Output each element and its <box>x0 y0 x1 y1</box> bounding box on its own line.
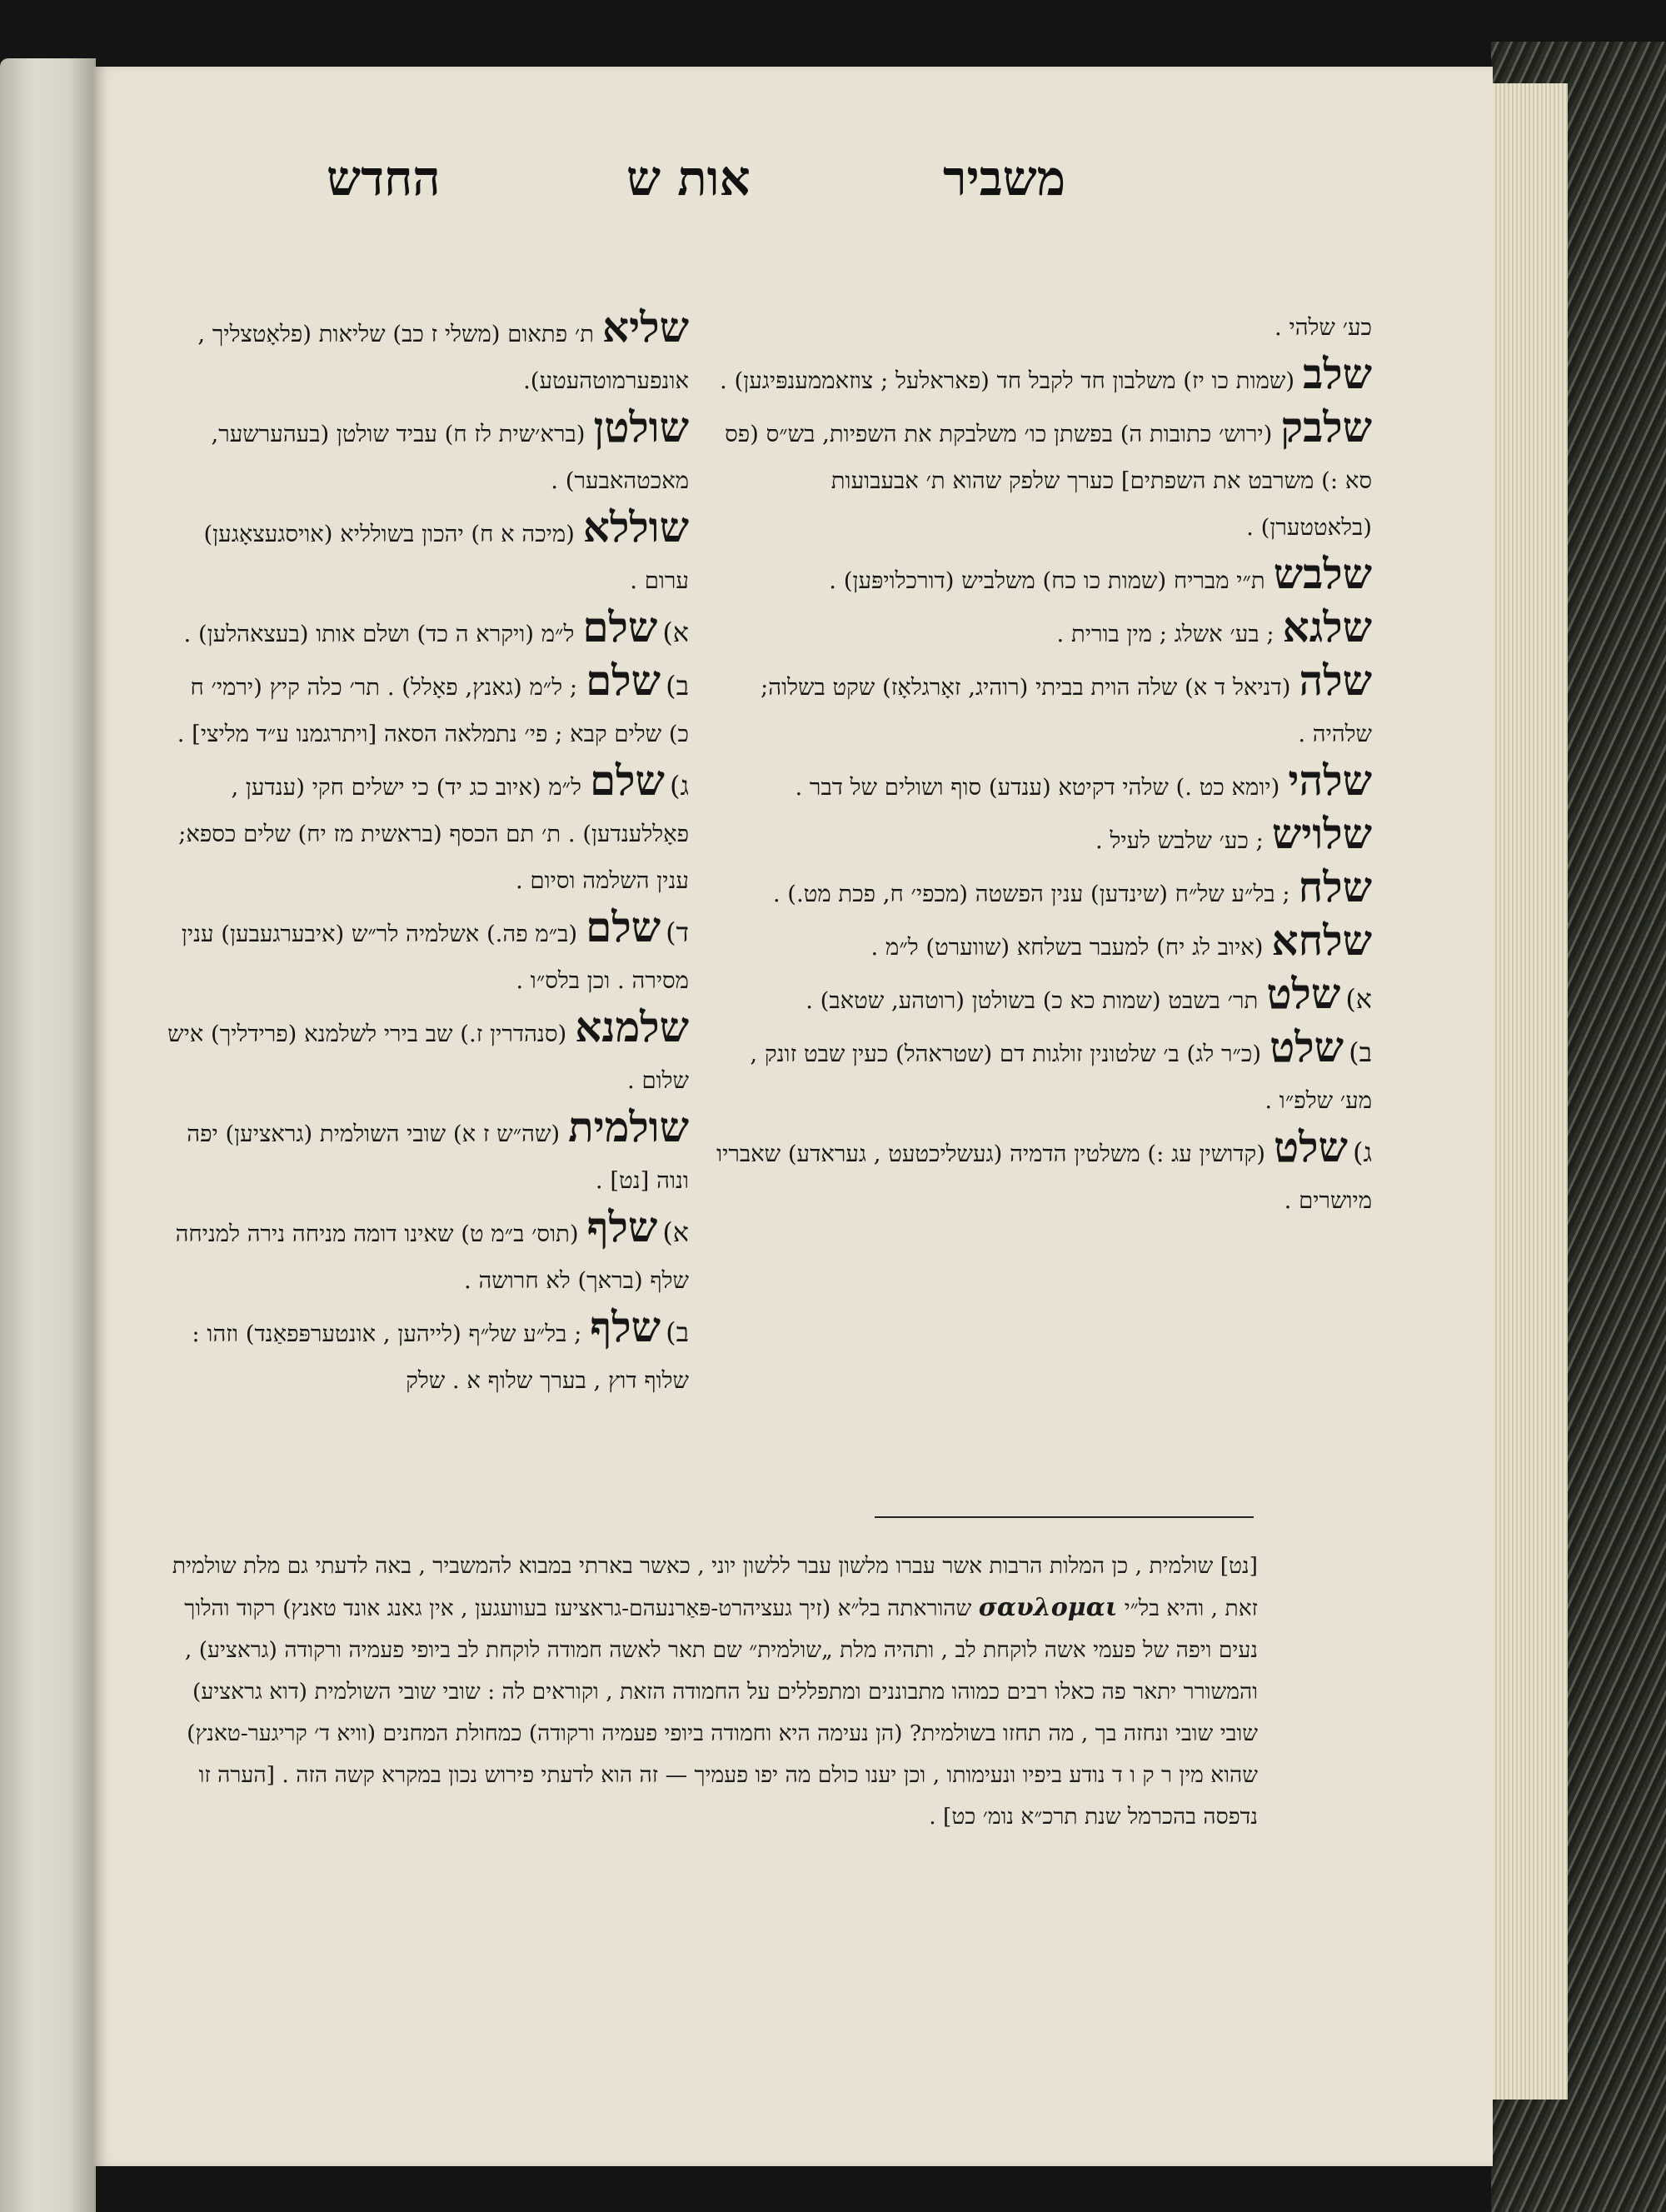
dictionary-entry <box>714 304 1372 351</box>
entry-headword: שלט <box>1273 1122 1348 1171</box>
entry-definition: כע׳ שלהי . <box>1274 314 1372 341</box>
entry-headword: שלף <box>590 1302 661 1351</box>
footnote-greek-word: σαυλομαι <box>978 1593 1118 1622</box>
dictionary-entry <box>714 971 1372 1024</box>
entry-headword: שלח <box>1298 862 1372 911</box>
entry-headword: שלגא <box>1282 602 1372 652</box>
entry-definition: (סנהדרין ז.) שב בירי לשלמנא (פרידליך) איש שלום . <box>167 1021 689 1094</box>
entry-definition: (ברא׳שית לז ח) עביד שולטן (בעהערשער, מאכטהאבער) . <box>211 421 689 494</box>
entry-number: ב) <box>666 670 689 702</box>
entry-headword: שלף <box>586 1202 658 1251</box>
dictionary-entry <box>164 1104 689 1204</box>
footnote-rule <box>875 1516 1254 1518</box>
dictionary-entry <box>714 551 1372 604</box>
entry-headword: שליא <box>601 302 689 352</box>
entry-definition: תר׳ בשבט (שמות כא כ) בשולטן (רוטהע, שטאב) . <box>806 987 1259 1014</box>
dictionary-entry <box>164 904 689 1004</box>
entry-definition: ; ל״מ (גאנץ, פאָלל) . תר׳ כלה קיץ (ירמי׳ ח כ) שלים קבא ; פי׳ נתמלאה הסאה [ויתרגמנו ע״ד מליצי] . <box>177 674 689 747</box>
entry-definition: ; בל״ע של״ף (לייהען , אונטערפּפאַנד) וזהו : שלוף דוץ , בערך שלוף א . שלק <box>192 1321 689 1394</box>
entry-number: ב) <box>1349 1036 1372 1068</box>
entry-number: א) <box>1345 983 1372 1015</box>
dictionary-entry <box>714 404 1372 551</box>
entry-headword: שלם <box>589 756 665 805</box>
left-book-cover <box>0 58 96 2212</box>
book-page <box>93 67 1493 2166</box>
dictionary-entry <box>714 1024 1372 1124</box>
footnote <box>158 1545 1258 1838</box>
entry-headword: שוללא <box>582 502 689 552</box>
entry-headword: שלם <box>586 902 661 951</box>
entry-headword: שולמית <box>568 1102 689 1151</box>
right-column <box>714 304 1372 1224</box>
dictionary-entry <box>164 657 689 757</box>
dictionary-entry <box>714 864 1372 917</box>
entry-definition: ת״י מבריח (שמות כו כח) משלביש (דורכלויפּען) . <box>829 567 1265 594</box>
entry-number: ד) <box>666 916 689 948</box>
dictionary-entry <box>164 604 689 657</box>
dictionary-entry <box>164 1204 689 1304</box>
dictionary-entry <box>164 1004 689 1104</box>
entry-definition: (דניאל ד א) שלה הוית בביתי (רוהיג, זאָרגלאָז) שקט בשלוה; שלהיה . <box>761 674 1372 747</box>
entry-headword: שלם <box>582 602 658 652</box>
entry-number: ג) <box>1352 1136 1372 1168</box>
dictionary-entry <box>164 504 689 604</box>
dictionary-entry <box>714 917 1372 971</box>
entry-definition: (כ״ר לג) ב׳ שלטונין זולגות דם (שטראהל) כעין שבט זונק , מע׳ שלפ״ו . <box>750 1041 1372 1114</box>
entry-definition: ל״מ (ויקרא ה כד) ושלם אותו (בעצאהלען) . <box>183 621 575 647</box>
entry-definition: (מיכה א ח) יהכון בשולליא (אויסגעצאָגען) ערום . <box>203 521 689 594</box>
dictionary-entry <box>164 304 689 404</box>
dictionary-entry <box>164 757 689 904</box>
entry-headword: שלב <box>1303 349 1372 398</box>
entry-headword: שלה <box>1299 656 1372 705</box>
entry-definition: (ירוש׳ כתובות ה) בפשתן כו׳ משלבקת את השפיות, בש״ס (פס סא :) משרבט את השפתים] כערך שלפק שהוא ת׳ אבעבועות (בלאטטערן) . <box>725 421 1372 541</box>
entry-headword: שלט <box>1266 969 1341 1018</box>
footnote-text-rest: שהוראתה בל״א (זיך געציהרט-פּאַרנעהם-גראציעז בעוועגען , אין גאנג אונד טאנץ) רקוד והלוך נעים ויפה של פעמי אשה לוקחת לב , ותהיה מלת „שולמית״ שם תאר לאשה חמודה לוקחת לב ביופי פעמיה ורקודה (גראציע) , והמשורר יתאר פה כאלו רבים כמוהו מתבוננים ומתפללים על החמודה הזאת , וקוראים לה : שובי שובי השולמית (דוא גראציע) שובי שובי ונחזה בך , מה תחזו בשולמית? (הן נעימה היא וחמודה ביופי פעמיה ורקודה) כמחולת המחנים (וויא ד׳ קריגער-טאנץ) שהוא מין ר ק ו ד נודע ביפיו ונעימותו , וכן יענו כולם מה יפו פעמיך — זה הוא לדעתי פירוש נכון במקרא קשה הזה . [הערה זו נדפסה בהכרמל שנת תרכ״א נומ׳ כט] . <box>184 1595 1258 1830</box>
entry-headword: שלמנא <box>575 1002 689 1051</box>
dictionary-entry <box>714 604 1372 657</box>
entry-definition: (יומא כט .) שלהי דקיטא (ענדע) סוף ושולים של דבר . <box>795 774 1280 801</box>
entry-headword: שלבש <box>1273 549 1372 598</box>
entry-definition: ; כע׳ שלבש לעיל . <box>1095 827 1264 854</box>
dictionary-entry <box>714 811 1372 864</box>
dictionary-entry <box>714 757 1372 811</box>
entry-headword: שלהי <box>1288 756 1372 805</box>
entry-number: א) <box>662 1216 689 1248</box>
entry-number: ג) <box>669 770 689 801</box>
entry-definition: (קדושין עג :) משלטין הדמיה (געשליכטעט , געראדע) שאבריו מיושרים . <box>716 1141 1372 1214</box>
entry-headword: שלויש <box>1271 809 1372 858</box>
entry-headword: שלחא <box>1271 916 1372 965</box>
entry-definition: (תוס׳ ב״מ ט) שאינו דומה מניחה נירה למניחה שלף (בראך) לא חרושה . <box>175 1221 689 1294</box>
entry-definition: (ב״מ פה.) אשלמיה לר״ש (איבערגעבען) ענין מסירה . וכן בלס״ו . <box>181 921 689 994</box>
running-head-left: החדש <box>327 150 441 207</box>
entry-definition: (שמות כו יז) משלבון חד לקבל חד (פאראלעל ; צוזאממענפּיגען) . <box>720 367 1295 394</box>
entry-definition: ל״מ (איוב כג יד) כי ישלים חקי (ענדען , פאָללענדען) . ת׳ תם הכסף (בראשית מז יח) שלים כספא; ענין השלמה וסיום . <box>178 774 689 894</box>
dictionary-entry <box>164 404 689 504</box>
entry-definition: ת׳ פתאום (משלי ז כב) שליאות (פלאָטצליך , אונפערמוטהעטע). <box>197 321 689 394</box>
running-head-right: משביר <box>943 150 1066 207</box>
entry-headword: שלבק <box>1280 402 1372 452</box>
entry-definition: (איוב לג יח) למעבר בשלחא (שווערט) ל״מ . <box>870 934 1264 961</box>
running-head-center: אות ש <box>626 150 751 207</box>
dictionary-entry <box>714 351 1372 404</box>
entry-definition: ; בע׳ אשלג ; מין בורית . <box>1056 621 1274 647</box>
left-column <box>164 304 689 1404</box>
entry-headword: שלט <box>1269 1022 1344 1071</box>
entry-number: א) <box>662 617 689 648</box>
entry-headword: שלם <box>586 656 661 705</box>
dictionary-entry <box>714 657 1372 757</box>
entry-definition: ; בל״ע של״ח (שינדען) ענין הפשטה (מכפי׳ ח, פכת מט.) . <box>772 881 1290 907</box>
entry-definition: (שה״ש ז א) שובי השולמית (גראציען) יפה ונוה [נט] . <box>187 1121 689 1194</box>
entry-headword: שולטן <box>593 402 689 452</box>
entry-number: ב) <box>666 1316 689 1348</box>
dictionary-entry <box>714 1124 1372 1224</box>
footnote-text-start: [נט] שולמית , כן המלות הרבות אשר עברו מלשון עבר ללשון יוני , כאשר בארתי במבוא להמשביר , באה לדעתי גם מלת שולמית זאת , והיא בל״י <box>172 1553 1258 1621</box>
dictionary-entry <box>164 1304 689 1404</box>
